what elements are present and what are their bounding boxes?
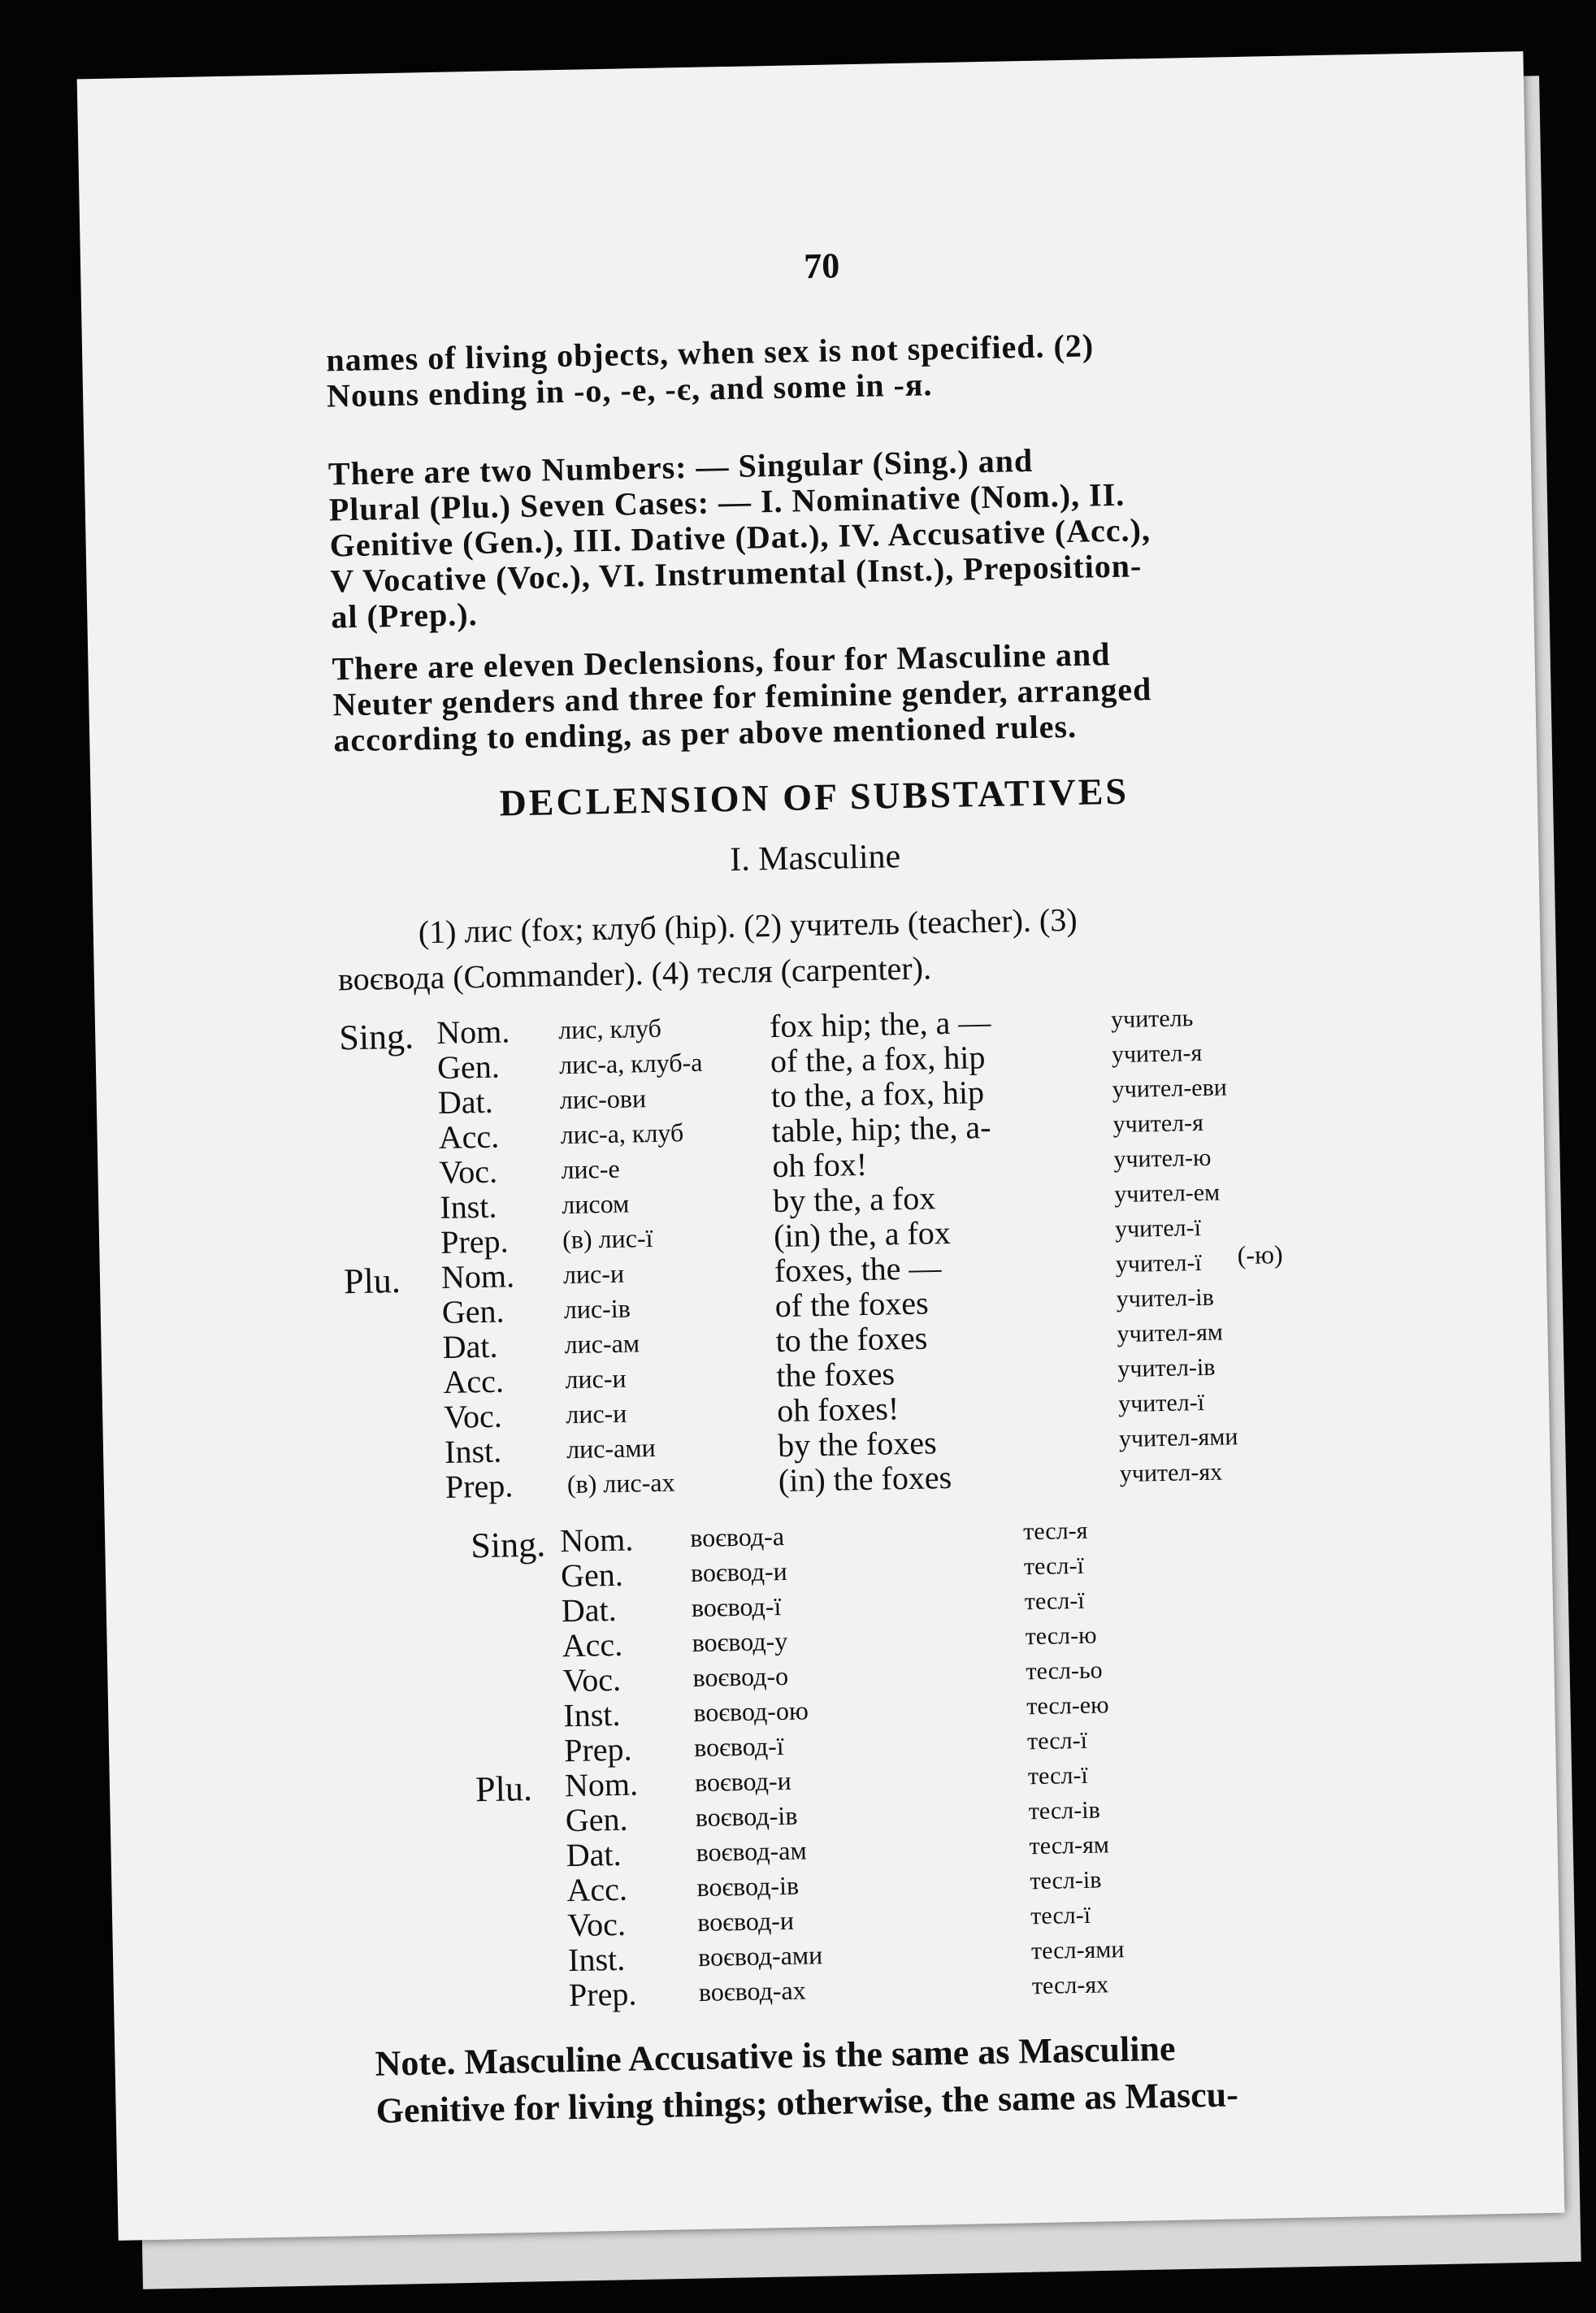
table2-case-column (560, 1522, 643, 2013)
table1-form: учител-я (1112, 1109, 1204, 1139)
table1-form: учител-ів (1116, 1283, 1215, 1313)
table1-english: foxes, the — (774, 1249, 942, 1290)
table2-case: Nom. (559, 1521, 634, 1560)
table2-form: воєвод-ї (693, 1731, 784, 1763)
table1-form: учител-ї (1114, 1214, 1202, 1243)
paragraph-2: There are two Numbers: — Singular (Sing.) and Plural (Plu.) Seven Cases: — I. Nominative (Nom.), II. Genitive (Gen.), III. Dative (Dat.), IV. Accusative (Acc.), V Vocative (Voc.), VI. Instrumental (Inst.), Preposition- al (Prep.). (327, 441, 1151, 636)
table2-plu-label: Plu. (475, 1768, 533, 1810)
table1-case: Voc. (443, 1397, 503, 1435)
table2-form: тесл-ів (1030, 1866, 1102, 1895)
table2-form: тесл-ями (1030, 1936, 1125, 1965)
table1-english: the foxes (775, 1355, 896, 1395)
table2-form: воєвод-ами (697, 1940, 823, 1972)
table1-english: table, hip; the, a- (771, 1108, 991, 1150)
table2-commander-forms (690, 1518, 824, 2010)
table1-teacher-forms (1111, 1000, 1239, 1491)
table2-case: Dat. (561, 1590, 618, 1630)
table1-form: учител-ю (1113, 1143, 1212, 1174)
table1-case: Nom. (440, 1257, 515, 1295)
table1-case: Nom. (436, 1013, 510, 1052)
table2-form: воєвод-и (696, 1905, 795, 1938)
table1-form: учител-ям (1117, 1318, 1224, 1348)
table2-form: тесл-ях (1031, 1971, 1109, 2000)
table1-english: by the foxes (777, 1424, 937, 1465)
table1-form: лис-ови (559, 1083, 647, 1115)
table1-english: to the, a fox, hip (770, 1074, 985, 1115)
table1-case: Inst. (444, 1432, 502, 1470)
table2-case: Gen. (565, 1800, 628, 1839)
table1-english: (in) the, a fox (773, 1213, 952, 1255)
table2-form: воєвод-а (689, 1521, 785, 1553)
table2-form: воєвод-ою (693, 1695, 809, 1728)
table1-form: лис-и (565, 1398, 627, 1430)
table2-form: тесл-ї (1030, 1901, 1091, 1930)
table1-case: Prep. (445, 1467, 514, 1505)
table2-case: Prep. (563, 1730, 632, 1769)
table2-form: воєвод-ах (698, 1975, 807, 2007)
table1-case: Voc. (439, 1152, 498, 1191)
table2-case: Inst. (562, 1695, 621, 1734)
table1-form: лис-ами (566, 1432, 656, 1465)
table1-form: учител-ів (1117, 1353, 1216, 1383)
table1-case: Acc. (438, 1117, 500, 1156)
table1-english-column (770, 1005, 1000, 1498)
table1-form: лис-и (565, 1363, 627, 1395)
table1-fox-forms (558, 1010, 711, 1502)
table2-form: тесл-ів (1028, 1796, 1101, 1825)
table1-english: of the, a fox, hip (770, 1039, 986, 1080)
table2-carpenter-forms (1023, 1512, 1125, 2003)
table2-form: тесл-ї (1023, 1551, 1085, 1581)
table1-english: fox hip; the, a — (769, 1003, 991, 1045)
table1-case: Prep. (440, 1222, 509, 1261)
table2-case: Gen. (560, 1556, 624, 1595)
paragraph-1: names of living objects, when sex is not specified. (2) Nouns ending in -o, -e, -є, and some in -я. (325, 327, 1095, 414)
table2-case: Acc. (566, 1870, 628, 1909)
table1-form: учител-ем (1113, 1178, 1221, 1209)
book-page (77, 51, 1565, 2241)
table2-form: тесл-ею (1026, 1691, 1109, 1721)
table1-form: лис-ам (564, 1328, 640, 1360)
paragraph-3: There are eleven Declensions, four for Masculine and Neuter genders and three for feminine gender, arranged according to ending, as per above mentioned rules. (332, 636, 1152, 759)
table1-form: лис-е (561, 1153, 620, 1185)
table1-english: by the, a fox (772, 1179, 936, 1220)
table1-case: Inst. (439, 1187, 497, 1226)
table2-form: тесл-ї (1027, 1761, 1089, 1790)
note-paragraph: Note. Masculine Accusative is the same as Masculine Genitive for living things; otherwise, the same as Mascu- (375, 2028, 1239, 2131)
table2-case: Prep. (568, 1975, 637, 2014)
table1-form: учител-еви (1112, 1074, 1228, 1104)
table1-english: of the foxes (774, 1284, 929, 1325)
table1-form: лис-а, клуб-а (558, 1047, 703, 1080)
table1-english: oh fox! (772, 1145, 868, 1185)
table2-form: тесл-ї (1024, 1586, 1085, 1616)
table1-case: Gen. (436, 1048, 501, 1087)
table2-form: воєвод-ї (691, 1591, 782, 1623)
table2-sing-label: Sing. (470, 1524, 546, 1566)
table2-case: Voc. (566, 1905, 627, 1944)
table2-case: Acc. (562, 1625, 623, 1664)
table2-form: воєвод-ів (696, 1870, 800, 1903)
table1-form: лис-а, клуб (560, 1117, 684, 1150)
table1-form: (в) лис-ї (562, 1222, 653, 1255)
table2-form: воєвод-о (692, 1660, 789, 1693)
table1-form: учител-я (1111, 1039, 1203, 1069)
table2-form: тесл-ьо (1026, 1656, 1103, 1686)
table1-form: учител-ї (1117, 1388, 1205, 1418)
section-subheading: I. Masculine (729, 838, 901, 879)
table1-form: учител-ї (1115, 1249, 1203, 1278)
table2-case: Nom. (564, 1765, 639, 1804)
table2-case: Voc. (562, 1660, 622, 1699)
table1-form: учитель (1110, 1005, 1194, 1034)
example-line-2: воєвода (Commander). (4) тесля (carpenter). (337, 949, 932, 998)
table2-form: тесл-ї (1026, 1726, 1088, 1755)
table1-case: Acc. (443, 1362, 505, 1400)
table1-form: лис, клуб (557, 1013, 662, 1045)
table1-english: to the foxes (775, 1319, 928, 1360)
table2-form: воєвод-и (690, 1556, 788, 1588)
table2-form: тесл-я (1022, 1517, 1088, 1546)
table2-form: воєвод-ам (696, 1835, 807, 1868)
page-number: 70 (803, 245, 840, 287)
table1-form: учител-ями (1118, 1423, 1238, 1453)
table1-form: лис-и (562, 1258, 625, 1290)
table2-form: воєвод-и (694, 1765, 791, 1798)
section-heading: DECLENSION OF SUBSTATIVES (499, 770, 1130, 824)
table1-form: лис-ів (563, 1293, 631, 1325)
table1-form: учител-ях (1119, 1458, 1223, 1488)
table1-english: (in) the foxes (778, 1458, 952, 1499)
table1-case-column (436, 1013, 519, 1504)
table1-english: oh foxes! (776, 1390, 900, 1430)
table1-case: Dat. (437, 1083, 494, 1122)
example-line-1: (1) лис (fox; клуб (hip). (2) учитель (teacher). (3) (418, 900, 1078, 951)
table1-case: Dat. (442, 1327, 498, 1365)
table1-sing-label: Sing. (338, 1016, 414, 1058)
table2-case: Inst. (567, 1940, 626, 1979)
table1-plu-label: Plu. (343, 1260, 401, 1302)
table1-alt-ending: (-ю) (1237, 1239, 1283, 1270)
table2-form: воєвод-у (692, 1625, 788, 1658)
table2-form: тесл-ю (1025, 1621, 1097, 1651)
table1-form: лисом (561, 1188, 630, 1220)
table2-case: Dat. (566, 1835, 622, 1874)
table1-form: (в) лис-ах (566, 1467, 675, 1499)
table2-form: тесл-ям (1029, 1831, 1110, 1860)
table1-case: Gen. (441, 1292, 505, 1330)
table2-form: воєвод-ів (695, 1800, 798, 1833)
